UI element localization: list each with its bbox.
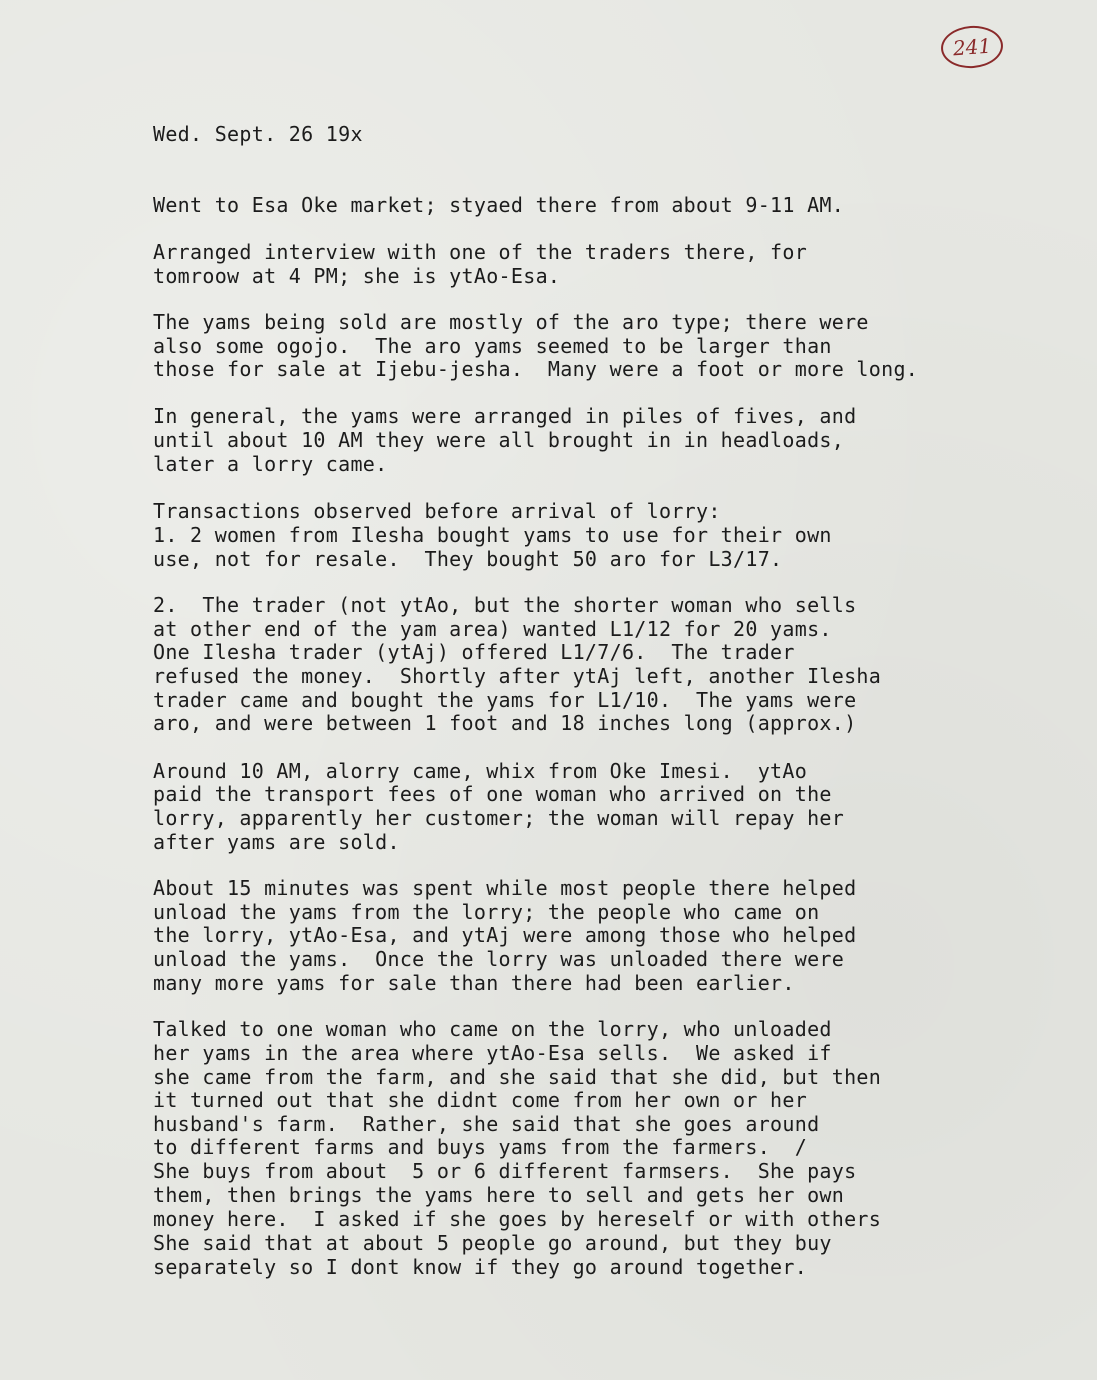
text-line: One Ilesha trader (ytAj) offered L1/7/6. The trader xyxy=(153,640,795,664)
text-line: refused the money. Shortly after ytAj left, another Ilesha xyxy=(153,664,882,688)
text-line: money here. I asked if she goes by hereself or with others xyxy=(153,1207,882,1231)
text-line: She said that at about 5 people go around, but they buy xyxy=(153,1231,832,1255)
text-line: unload the yams from the lorry; the people who came on xyxy=(153,900,820,924)
text-line: 2. The trader (not ytAo, but the shorter woman who sells xyxy=(153,593,857,617)
text-line: trader came and bought the yams for L1/10. The yams were xyxy=(153,688,857,712)
page-number-stamp: 241 xyxy=(940,24,1005,70)
text-line: tomroow at 4 PM; she is ytAo-Esa. xyxy=(153,264,561,288)
text-line: also some ogojo. The aro yams seemed to be larger than xyxy=(153,334,832,358)
text-line: she came from the farm, and she said that she did, but then xyxy=(153,1065,882,1089)
text-line: it turned out that she didnt come from her own or her xyxy=(153,1088,808,1112)
text-line: 1. 2 women from Ilesha bought yams to use for their own xyxy=(153,523,832,547)
text-line: her yams in the area where ytAo-Esa sells. We asked if xyxy=(153,1041,832,1065)
text-line: Went to Esa Oke market; styaed there from about 9-11 AM. xyxy=(153,193,845,217)
text-line: later a lorry came. xyxy=(153,452,388,476)
text-line: About 15 minutes was spent while most people there helped xyxy=(153,876,857,900)
text-line: the lorry, ytAo-Esa, and ytAj were among those who helped xyxy=(153,923,857,947)
text-line: after yams are sold. xyxy=(153,830,400,854)
text-line: separately so I dont know if they go around together. xyxy=(153,1255,808,1279)
text-line: aro, and were between 1 foot and 18 inches long (approx.) xyxy=(153,711,857,735)
text-line: them, then brings the yams here to sell and gets her own xyxy=(153,1183,845,1207)
text-line: lorry, apparently her customer; the woman will repay her xyxy=(153,806,845,830)
text-line: unload the yams. Once the lorry was unloaded there were xyxy=(153,947,845,971)
text-line: She buys from about 5 or 6 different farmsers. She pays xyxy=(153,1159,857,1183)
text-line: The yams being sold are mostly of the aro type; there were xyxy=(153,310,869,334)
text-line: Transactions observed before arrival of lorry: xyxy=(153,499,721,523)
text-line: those for sale at Ijebu-jesha. Many were a foot or more long. xyxy=(153,357,919,381)
text-line: many more yams for sale than there had been earlier. xyxy=(153,971,795,995)
text-line: In general, the yams were arranged in piles of fives, and xyxy=(153,404,857,428)
text-line: until about 10 AM they were all brought in in headloads, xyxy=(153,428,845,452)
text-line: Talked to one woman who came on the lorry, who unloaded xyxy=(153,1017,832,1041)
text-line: at other end of the yam area) wanted L1/12 for 20 yams. xyxy=(153,617,832,641)
text-line: husband's farm. Rather, she said that she goes around xyxy=(153,1112,820,1136)
text-line: to different farms and buys yams from the farmers. / xyxy=(153,1135,808,1159)
text-line: Around 10 AM, alorry came, whix from Oke Imesi. ytAo xyxy=(153,759,808,783)
text-line: use, not for resale. They bought 50 aro for L3/17. xyxy=(153,547,783,571)
text-line: Arranged interview with one of the traders there, for xyxy=(153,240,808,264)
text-line: paid the transport fees of one woman who arrived on the xyxy=(153,782,832,806)
date-line: Wed. Sept. 26 19x xyxy=(153,122,363,146)
